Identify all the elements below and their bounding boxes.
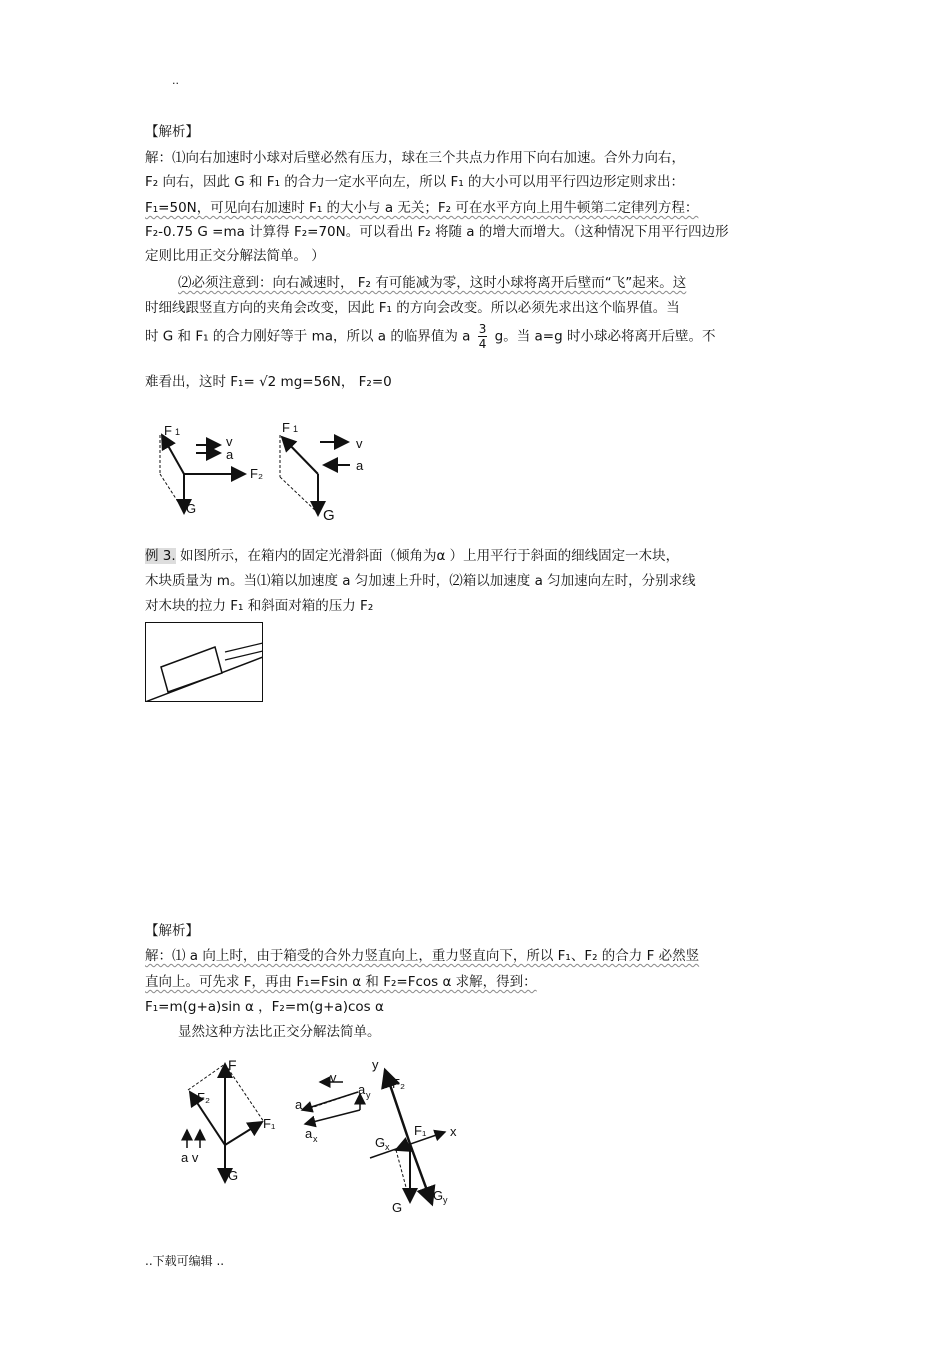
dashed-line (396, 1150, 410, 1202)
section-heading-analysis-2: 【解析】 (145, 923, 199, 939)
label-ax: a (305, 1126, 313, 1141)
label-gx: G (375, 1135, 386, 1150)
analysis1-line-4: F₂-0.75 G =ma 计算得 F₂=70N。可以看出 F₂ 将随 a 的增大而增大。（这种情况下用平行四边形 (145, 224, 729, 240)
rope-line-top (225, 643, 263, 652)
dashed-line (305, 1092, 358, 1110)
analysis1-line-5: 定则比用正交分解法简单。 ） (145, 248, 325, 264)
example3-line-1 (145, 544, 679, 564)
analysis1-line-6: ⑵必须注意到：向右减速时， F₂ 有可能减为零，这时小球将离开后壁而“飞”起来。这 (178, 275, 687, 291)
example3-line-1-text: 如图所示，在箱内的固定光滑斜面（倾角为α ）上用平行于斜面的细线固定一木块， (175, 548, 680, 564)
fraction-three-quarters (478, 322, 488, 351)
f1-arrow-left (162, 435, 184, 474)
ax-arrow (305, 1110, 360, 1124)
label-gy-sub: y (443, 1195, 448, 1205)
label-f1-right: F₁ (414, 1123, 427, 1138)
middle-acceleration-diagram (295, 1070, 371, 1144)
f1-arrow (225, 1122, 262, 1145)
label-f1-right: F (282, 420, 290, 435)
label-a-left: a (226, 447, 234, 462)
analysis1-line-1: 解：⑴向右加速时小球对后壁必然有压力，球在三个共点力作用下向右加速。合外力向右， (145, 150, 685, 166)
dashed-line (280, 477, 318, 513)
dashed-line (188, 1064, 225, 1090)
label-f: F (228, 1057, 237, 1073)
label-f2: F₂ (197, 1090, 210, 1105)
analysis1-line-7: 时细线跟竖直方向的夹角会改变，因此 F₁ 的方向会改变。所以必须先求出这个临界值。当 (145, 300, 680, 316)
example3-line-3: 对木块的拉力 F₁ 和斜面对箱的压力 F₂ (145, 598, 374, 614)
label-ay-sub: y (366, 1090, 371, 1100)
section-heading-analysis-1: 【解析】 (145, 124, 199, 140)
analysis2-line-3: F₁=m(g+a)sin α ，F₂=m(g+a)cos α (145, 999, 384, 1015)
force-diagram-2 (170, 1052, 470, 1222)
label-g-right: G (323, 507, 335, 524)
analysis2-line-1: 解：⑴ a 向上时，由于箱受的合外力竖直向上，重力竖直向下，所以 F₁、F₂ 的合力 F 必然竖 (145, 948, 700, 964)
fraction-denominator: 4 (478, 337, 487, 351)
analysis2-line-4: 显然这种方法比正交分解法简单。 (178, 1024, 381, 1040)
label-y: y (372, 1057, 379, 1072)
label-gy: G (433, 1188, 444, 1203)
label-v-left: v (226, 434, 233, 449)
left-decomposition-diagram (181, 1057, 276, 1183)
label-a-v: a v (181, 1150, 199, 1165)
footer-note: ..下载可编辑 .. (145, 1254, 225, 1268)
analysis1-line-2: F₂ 向右，因此 G 和 F₁ 的合力一定水平向左，所以 F₁ 的大小可以用平行四边形定则求出： (145, 174, 685, 190)
wood-block (161, 647, 222, 692)
right-axes-diagram (370, 1057, 457, 1215)
analysis1-line-3: F₁=50N，可见向右加速时 F₁ 的大小与 a 无关；F₂ 可在水平方向上用牛顿第二定律列方程： (145, 200, 699, 216)
force-diagram-1 (140, 415, 380, 530)
label-ay: a (358, 1082, 366, 1097)
gy-arrow (410, 1144, 432, 1204)
analysis1-line-8-text-a: 时 G 和 F₁ 的合力刚好等于 ma，所以 a 的临界值为 a (145, 328, 471, 345)
analysis2-line-2: 直向上。可先求 F，再由 F₁=Fsin α 和 F₂=Fcos α 求解，得到： (145, 974, 537, 990)
label-a-right: a (356, 458, 364, 473)
example3-line-2: 木块质量为 m。当⑴箱以加速度 a 匀加速上升时，⑵箱以加速度 a 匀加速向左时，分别求线 (145, 573, 696, 589)
header-dots: .. (172, 74, 179, 87)
label-g: G (228, 1168, 239, 1183)
label-v-right: v (356, 436, 363, 451)
dashed-line (160, 474, 184, 511)
label-v-mid: v (330, 1070, 337, 1085)
left-force-diagram (160, 423, 263, 516)
analysis1-line-8-text-b: g。当 a=g 时小球必将离开后壁。不 (494, 328, 716, 345)
label-f2-left: F₂ (250, 466, 263, 481)
incline-figure (145, 622, 263, 702)
incline-box-figure (145, 622, 263, 702)
gx-arrow (396, 1144, 410, 1150)
right-force-diagram (280, 420, 364, 524)
label-f1-left: F (164, 423, 172, 438)
label-f1-right-sub: 1 (293, 424, 299, 434)
label-ax-sub: x (313, 1134, 318, 1144)
f1-arrow-right (282, 437, 318, 474)
label-g-left: G (186, 501, 197, 516)
label-f1: F₁ (263, 1116, 276, 1131)
label-gx-sub: x (385, 1142, 390, 1152)
label-a-mid: a (295, 1097, 303, 1112)
example-tag: 例 3. (145, 548, 176, 564)
label-f2-right: F₂ (392, 1076, 405, 1091)
label-x: x (450, 1124, 457, 1139)
analysis1-line-8 (145, 322, 715, 351)
fraction-numerator: 3 (478, 322, 487, 336)
analysis1-line-9: 难看出，这时 F₁= √2 mg=56N， F₂=0 (145, 374, 392, 390)
label-f1-left-sub: 1 (175, 427, 181, 437)
label-g-right2: G (392, 1200, 403, 1215)
